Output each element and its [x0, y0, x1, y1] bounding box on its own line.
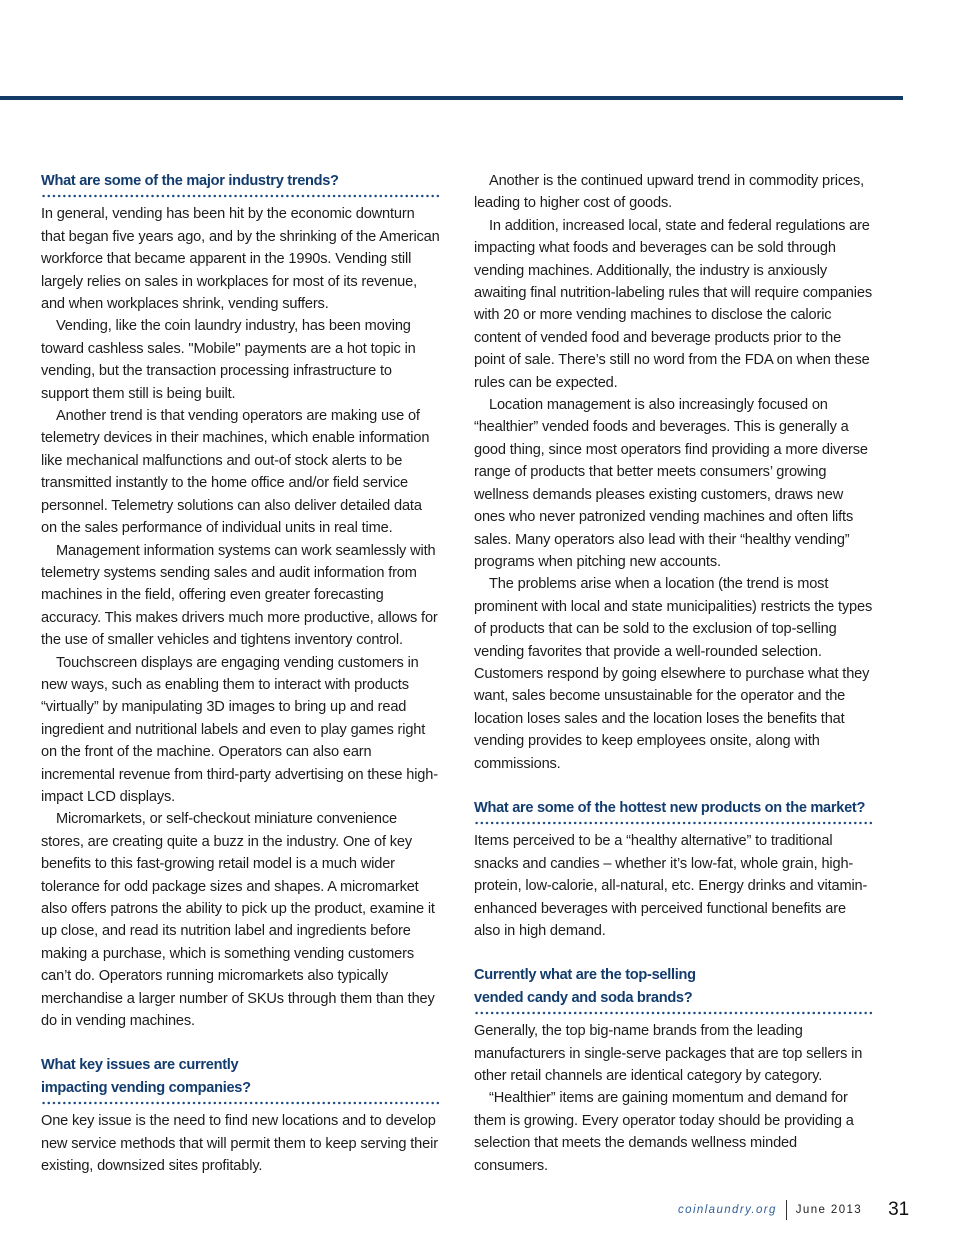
dotted-divider [474, 1011, 874, 1015]
dotted-divider [41, 194, 441, 198]
paragraph: Items perceived to be a “healthy alternative” to traditional snacks and candies – whether it’s low-fat, whole grain, high-protein, low-calorie, all-natural, etc. Energy drinks and vitamin-enhanced beverages with perceived functional benefits are also in high demand. [474, 833, 868, 939]
paragraph: Management information systems can work seamlessly with telemetry systems sending sales and audit information from machines in the field, offering even greater forecasting accuracy. This makes drivers much more productive, allows for the use of smaller vehicles and tightens inventory control. [41, 542, 438, 649]
paragraph: Another is the continued upward trend in commodity prices, leading to higher cost of goods. [474, 173, 864, 212]
question-heading-hottest-products: What are some of the hottest new products on the market? [474, 799, 866, 816]
dotted-divider [474, 821, 874, 825]
question-heading-industry-trends: What are some of the major industry trends? [41, 173, 339, 189]
paragraph: Touchscreen displays are engaging vending customers in new ways, such as enabling them to interact with products “virtually” by manipulating 3D images to bring up and read ingredient and nutritional labels and even to play games right on the front of the machine. Operators can also earn incremental revenue from third-party advertising on these high-impact LCD displays. [41, 654, 438, 805]
paragraph: In general, vending has been hit by the economic downturn that began five years ago, and by the shrinking of the American workforce that became apparent in the 1990s. Vending still largely relies on sales in workplaces for most of its revenue, and when workplaces shrink, vending suffers. [41, 206, 440, 313]
dotted-divider [41, 1101, 441, 1105]
issue-date: June 2013 [795, 1204, 863, 1216]
paragraph: “Healthier” items are gaining momentum and demand for them is growing. Every operator today should be providing a selection that meets the demands wellness minded consumers. [474, 1090, 854, 1174]
footer-separator [786, 1200, 787, 1220]
page-footer [678, 1198, 918, 1222]
paragraph: Vending, like the coin laundry industry, has been moving toward cashless sales. "Mobile" payments are a hot topic in vending, but the transaction processing infrastructure to support them still is being built. [41, 318, 416, 402]
paragraph: In addition, increased local, state and federal regulations are impacting what foods and beverages can be sold through vending machines. Additionally, the industry is anxiously awaiting final nutrition-labeling rules that will require companies with 20 or more vending machines to disclose the caloric content of vended food and beverage products prior to the point of sale. There’s still no word from the FDA on when these rules can be expected. [474, 217, 872, 391]
top-rule [0, 96, 903, 100]
paragraph: One key issue is the need to find new locations and to develop new service methods that will permit them to keep serving their existing, downsized sites profitably. [41, 1113, 438, 1175]
heading-line: Currently what are the top-selling [474, 967, 696, 984]
heading-line: What key issues are currently [41, 1057, 239, 1074]
paragraph: The problems arise when a location (the trend is most prominent with local and state municipalities) restricts the types of products that can be sold to the exclusion of top-selling vending favorites that provide a well-rounded selection. Customers respond by going elsewhere to purchase what they want, sales become unsustainable for the operator and the location loses sales and the location loses the benefits that vending provides to keep employees onsite, along with commissions. [474, 576, 873, 772]
paragraph: Micromarkets, or self-checkout miniature convenience stores, are creating quite a buzz in the industry. One of key benefits to this fast-growing retail model is a much wider tolerance for odd package sizes and shapes. A micromarket also offers patrons the ability to pick up the product, examine it up close, and read its nutrition label and ingredients before making a purchase, which is something vending customers can’t do. Operators running micromarkets also typically merchandise a larger number of SKUs through them than they do in vending machines. [41, 811, 435, 1030]
page-number: 31 [888, 1199, 910, 1220]
left-column [41, 170, 441, 1177]
heading-line: vended candy and soda brands? [474, 989, 693, 1006]
heading-line: impacting vending companies? [41, 1079, 251, 1096]
right-column [474, 170, 874, 1177]
paragraph: Location management is also increasingly focused on “healthier” vended foods and beverages. This is generally a good thing, since most operators find providing a more diverse range of products that better meets consumers’ growing wellness demands pleases existing customers, draws new ones who never patronized vending machines and often lifts sales. Many operators also lead with their “healthy vending” programs when pitching new accounts. [474, 397, 868, 570]
paragraph: Generally, the top big-name brands from the leading manufacturers in single-serve packages that are top sellers in other retail channels are identical category by category. [474, 1023, 863, 1085]
question-heading-key-issues [41, 1054, 441, 1099]
paragraph: Another trend is that vending operators are making use of telemetry devices in their machines, which enable information like mechanical malfunctions and out-of stock alerts to be transmitted instantly to the home office and/or field service personnel. Telemetry solutions can also deliver detailed data on the sales performance of individual units in real time. [41, 408, 430, 537]
site-link[interactable]: coinlaundry.org [678, 1204, 777, 1216]
question-heading-top-brands [474, 964, 874, 1009]
